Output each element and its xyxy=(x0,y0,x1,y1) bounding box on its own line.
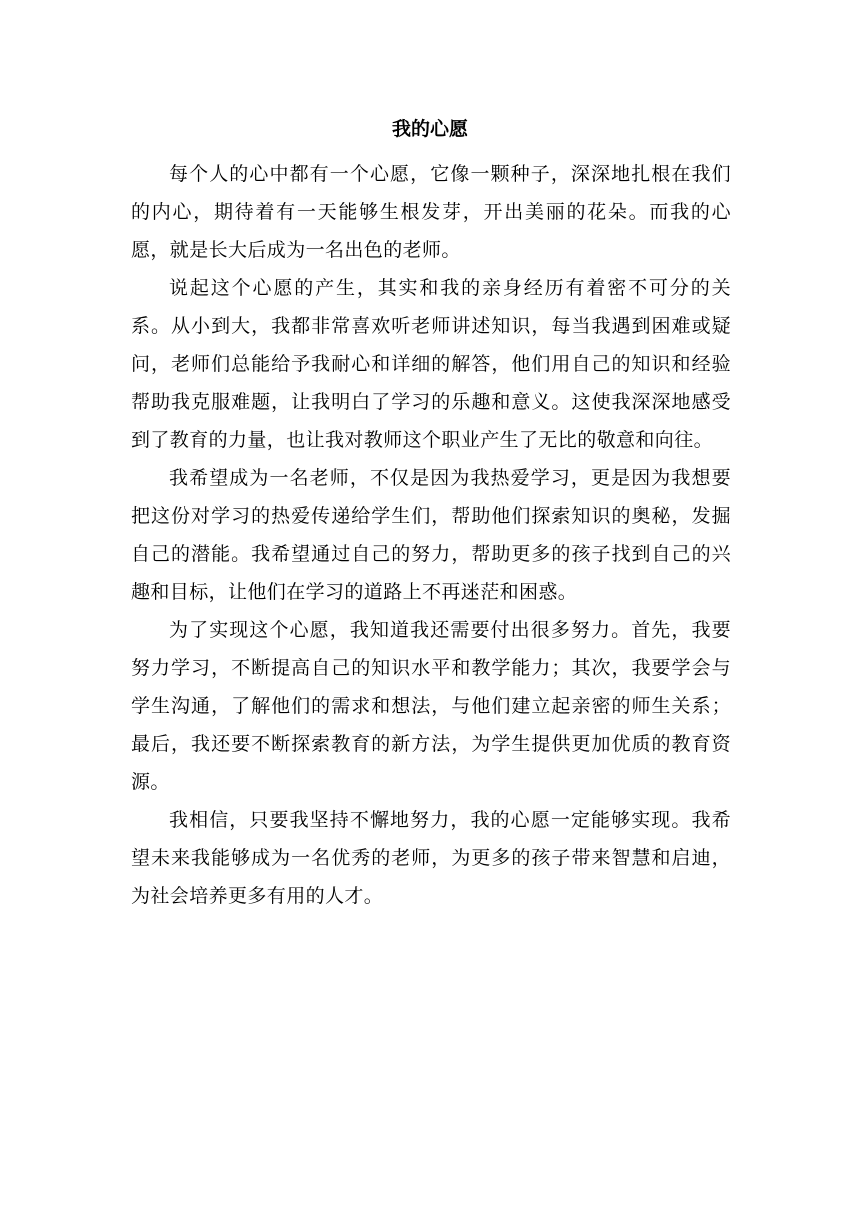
paragraph-4: 为了实现这个心愿，我知道我还需要付出很多努力。首先，我要努力学习，不断提高自己的知识水平和教学能力；其次，我要学会与学生沟通，了解他们的需求和想法，与他们建立起亲密的师生关系；最后，我还要不断探索教育的新方法，为学生提供更加优质的教育资源。 xyxy=(131,619,731,793)
paragraph-2: 说起这个心愿的产生，其实和我的亲身经历有着密不可分的关系。从小到大，我都非常喜欢听老师讲述知识，每当我遇到困难或疑问，老师们总能给予我耐心和详细的解答，他们用自己的知识和经验帮助我克服难题，让我明白了学习的乐趣和意义。这使我深深地感受到了教育的力量，也让我对教师这个职业产生了无比的敬意和向往。 xyxy=(131,277,731,451)
paragraph-1: 每个人的心中都有一个心愿，它像一颗种子，深深地扎根在我们的内心，期待着有一天能够生根发芽，开出美丽的花朵。而我的心愿，就是长大后成为一名出色的老师。 xyxy=(131,163,731,261)
paragraph-5: 我相信，只要我坚持不懈地努力，我的心愿一定能够实现。我希望未来我能够成为一名优秀的老师，为更多的孩子带来智慧和启迪，为社会培养更多有用的人才。 xyxy=(131,809,731,907)
paragraph-3: 我希望成为一名老师，不仅是因为我热爱学习，更是因为我想要把这份对学习的热爱传递给学生们，帮助他们探索知识的奥秘，发掘自己的潜能。我希望通过自己的努力，帮助更多的孩子找到自己的兴趣和目标，让他们在学习的道路上不再迷茫和困惑。 xyxy=(131,467,731,603)
document-title: 我的心愿 xyxy=(391,118,468,140)
document-body xyxy=(131,155,731,915)
